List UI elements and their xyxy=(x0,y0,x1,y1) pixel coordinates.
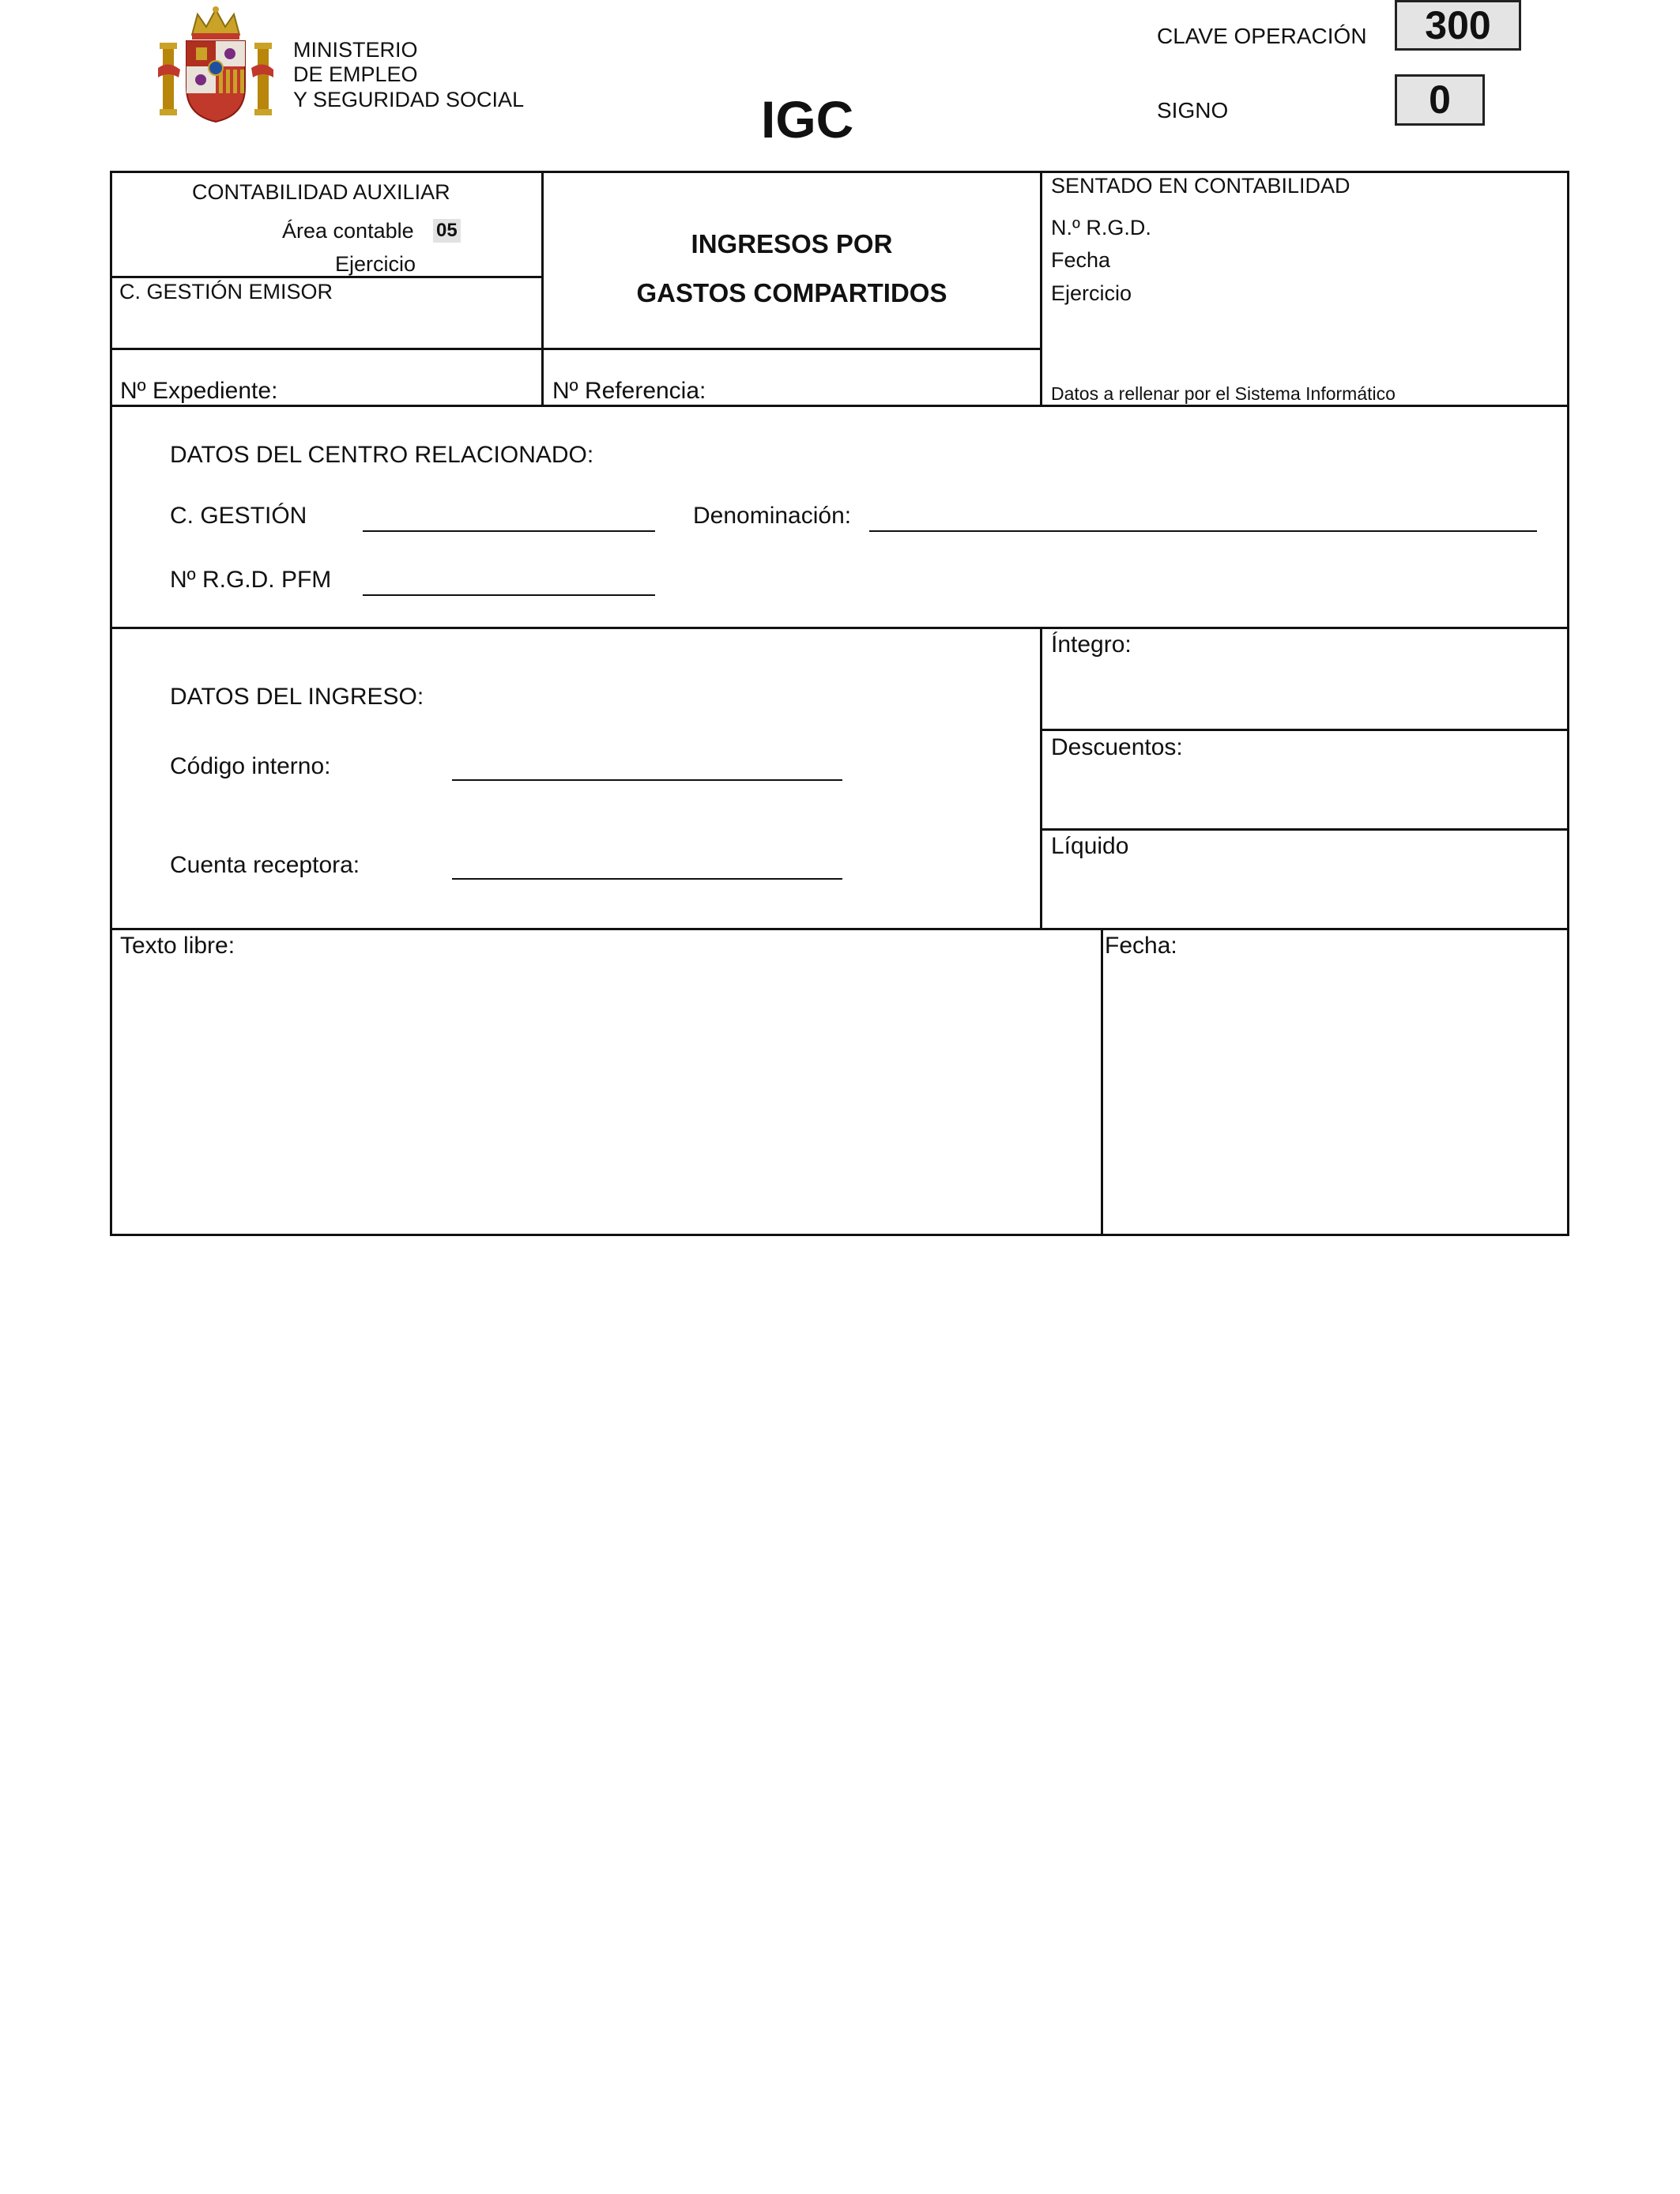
sentado-contabilidad-label: SENTADO EN CONTABILIDAD xyxy=(1051,174,1350,198)
fecha-label-bottom: Fecha: xyxy=(1105,933,1177,959)
ministry-name-line-1: MINISTERIO xyxy=(293,38,418,62)
codigo-interno-label: Código interno: xyxy=(170,753,331,779)
c-gestion-label: C. GESTIÓN xyxy=(170,503,307,529)
rgd-label: N.º R.G.D. xyxy=(1051,216,1151,239)
fecha-label-top: Fecha xyxy=(1051,248,1111,272)
gestion-emisor-label: C. GESTIÓN EMISOR xyxy=(119,280,333,303)
signo-value: 0 xyxy=(1395,74,1485,126)
signo-label: SIGNO xyxy=(1157,98,1229,123)
integro-field[interactable] xyxy=(1043,664,1565,726)
form-code: IGC xyxy=(761,90,854,149)
area-contable-value: 05 xyxy=(433,219,461,243)
clave-operacion-value: 300 xyxy=(1395,0,1521,51)
system-note: Datos a rellenar por el Sistema Informático xyxy=(1051,383,1396,404)
form-title-line-1: INGRESOS POR xyxy=(691,229,893,258)
c-gestion-field[interactable] xyxy=(363,530,655,532)
centro-relacionado-heading: DATOS DEL CENTRO RELACIONADO: xyxy=(170,442,594,468)
cuenta-receptora-field[interactable] xyxy=(452,878,842,880)
rgd-pfm-label: Nº R.G.D. PFM xyxy=(170,567,332,593)
denominacion-label: Denominación: xyxy=(693,503,852,529)
texto-libre-field[interactable] xyxy=(115,966,1094,1231)
form-title-line-2: GASTOS COMPARTIDOS xyxy=(636,278,947,307)
descuentos-label: Descuentos: xyxy=(1051,734,1183,760)
ejercicio-label: Ejercicio xyxy=(335,252,416,276)
descuentos-field[interactable] xyxy=(1043,765,1565,825)
ingreso-heading: DATOS DEL INGRESO: xyxy=(170,684,424,710)
ejercicio-right-label: Ejercicio xyxy=(1051,281,1132,305)
expediente-label: Nº Expediente: xyxy=(120,378,278,404)
texto-libre-label: Texto libre: xyxy=(120,933,235,959)
ministry-name-line-3: Y SEGURIDAD SOCIAL xyxy=(293,88,525,111)
referencia-label: Nº Referencia: xyxy=(552,378,706,404)
rgd-pfm-field[interactable] xyxy=(363,594,655,596)
area-contable-label: Área contable xyxy=(282,219,414,243)
cuenta-receptora-label: Cuenta receptora: xyxy=(170,852,360,878)
ministry-name-line-2: DE EMPLEO xyxy=(293,62,418,86)
contabilidad-auxiliar-label: CONTABILIDAD AUXILIAR xyxy=(192,180,450,204)
denominacion-field[interactable] xyxy=(869,530,1537,532)
codigo-interno-field[interactable] xyxy=(452,779,842,781)
liquido-field[interactable] xyxy=(1043,865,1565,925)
fecha-field[interactable] xyxy=(1106,966,1563,1231)
liquido-label: Líquido xyxy=(1051,833,1129,859)
clave-operacion-label: CLAVE OPERACIÓN xyxy=(1157,24,1367,48)
spanish-coat-of-arms-icon xyxy=(156,5,275,123)
integro-label: Íntegro: xyxy=(1051,631,1132,658)
